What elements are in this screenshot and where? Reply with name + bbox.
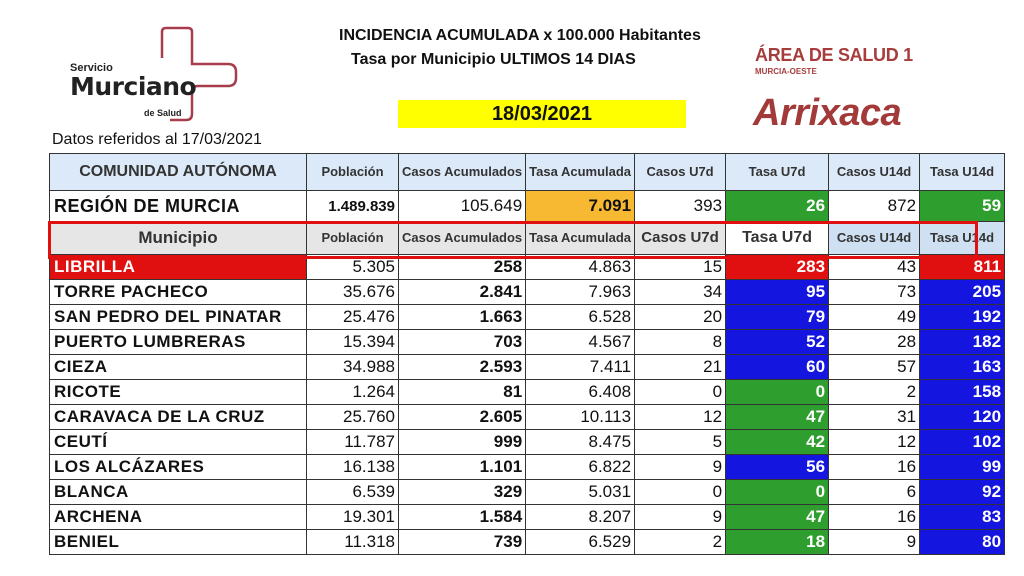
cell-casos-acum: 2.593 (399, 355, 526, 380)
cell-tasa-u14d: 99 (920, 455, 1005, 480)
region-tasa-u14d: 59 (920, 191, 1005, 222)
municipio-name: TORRE PACHECO (50, 280, 307, 305)
header-cell: Tasa U7d (726, 222, 829, 255)
header-cell: Tasa U14d (920, 222, 1005, 255)
cell-tasa-acum: 6.528 (526, 305, 635, 330)
cell-poblacion: 6.539 (307, 480, 399, 505)
cell-casos-u14d: 28 (829, 330, 920, 355)
cell-tasa-u7d: 79 (726, 305, 829, 330)
header-cell: Casos Acumulados (399, 154, 526, 191)
cell-tasa-u7d: 47 (726, 505, 829, 530)
header-cell: Tasa U14d (920, 154, 1005, 191)
cell-poblacion: 11.318 (307, 530, 399, 555)
cell-casos-u14d: 2 (829, 380, 920, 405)
cell-tasa-acum: 8.207 (526, 505, 635, 530)
header-cell: Tasa U7d (726, 154, 829, 191)
cell-poblacion: 35.676 (307, 280, 399, 305)
region-row (50, 191, 1005, 222)
cell-casos-acum: 258 (399, 255, 526, 280)
cell-casos-u14d: 43 (829, 255, 920, 280)
table-row (50, 255, 1005, 280)
region-casos-acum: 105.649 (399, 191, 526, 222)
cell-casos-u14d: 73 (829, 280, 920, 305)
municipio-name: RICOTE (50, 380, 307, 405)
table-row (50, 430, 1005, 455)
table-row (50, 480, 1005, 505)
cell-tasa-u7d: 95 (726, 280, 829, 305)
cell-tasa-u7d: 42 (726, 430, 829, 455)
cell-casos-u7d: 2 (635, 530, 726, 555)
header-cell: Población (307, 154, 399, 191)
cell-casos-u14d: 57 (829, 355, 920, 380)
cell-casos-u7d: 21 (635, 355, 726, 380)
municipio-name: LIBRILLA (50, 255, 307, 280)
cell-tasa-u14d: 192 (920, 305, 1005, 330)
municipio-name: ARCHENA (50, 505, 307, 530)
cell-tasa-u7d: 0 (726, 480, 829, 505)
region-poblacion: 1.489.839 (307, 191, 399, 222)
cell-casos-u7d: 0 (635, 480, 726, 505)
table-row (50, 505, 1005, 530)
municipio-name: PUERTO LUMBRERAS (50, 330, 307, 355)
cell-casos-acum: 1.584 (399, 505, 526, 530)
cell-tasa-u14d: 92 (920, 480, 1005, 505)
report-date: 18/03/2021 (398, 100, 686, 128)
cell-tasa-u14d: 83 (920, 505, 1005, 530)
cell-tasa-u14d: 205 (920, 280, 1005, 305)
header-cell: Tasa Acumulada (526, 222, 635, 255)
region-tasa-acum: 7.091 (526, 191, 635, 222)
cell-casos-acum: 1.663 (399, 305, 526, 330)
header-cell: Municipio (50, 222, 307, 255)
cell-casos-acum: 739 (399, 530, 526, 555)
report-subtitle: Tasa por Municipio ULTIMOS 14 DIAS (351, 51, 636, 68)
cell-casos-u7d: 34 (635, 280, 726, 305)
cell-casos-u7d: 15 (635, 255, 726, 280)
sms-logo (66, 22, 242, 122)
cell-tasa-acum: 6.529 (526, 530, 635, 555)
cell-tasa-u14d: 158 (920, 380, 1005, 405)
cell-casos-u14d: 31 (829, 405, 920, 430)
table-row (50, 355, 1005, 380)
table-row (50, 305, 1005, 330)
region-tasa-u7d: 26 (726, 191, 829, 222)
cell-tasa-acum: 5.031 (526, 480, 635, 505)
arrixaca-logo: Arrixaca (753, 92, 902, 134)
cell-casos-u14d: 9 (829, 530, 920, 555)
region-casos-u7d: 393 (635, 191, 726, 222)
cell-tasa-u7d: 18 (726, 530, 829, 555)
logo-line3: de Salud (144, 108, 182, 118)
cell-tasa-u7d: 60 (726, 355, 829, 380)
cell-poblacion: 25.476 (307, 305, 399, 330)
cell-casos-acum: 1.101 (399, 455, 526, 480)
cell-poblacion: 15.394 (307, 330, 399, 355)
area-title: ÁREA DE SALUD 1 (755, 45, 913, 65)
header-cell: COMUNIDAD AUTÓNOMA (50, 154, 307, 191)
cell-casos-u14d: 49 (829, 305, 920, 330)
cell-casos-acum: 703 (399, 330, 526, 355)
cell-poblacion: 5.305 (307, 255, 399, 280)
header-cell: Casos U14d (829, 222, 920, 255)
cell-casos-u14d: 12 (829, 430, 920, 455)
cell-casos-u14d: 6 (829, 480, 920, 505)
table-row (50, 330, 1005, 355)
cell-casos-acum: 329 (399, 480, 526, 505)
municipio-name: CARAVACA DE LA CRUZ (50, 405, 307, 430)
cell-casos-acum: 2.605 (399, 405, 526, 430)
cell-poblacion: 11.787 (307, 430, 399, 455)
table-row (50, 530, 1005, 555)
cell-tasa-acum: 6.408 (526, 380, 635, 405)
cell-tasa-acum: 6.822 (526, 455, 635, 480)
header-row-municipio (50, 222, 1005, 255)
cell-tasa-acum: 4.567 (526, 330, 635, 355)
cell-poblacion: 16.138 (307, 455, 399, 480)
logo-line2: Murciano (70, 72, 197, 101)
header-cell: Casos U7d (635, 222, 726, 255)
cell-tasa-acum: 10.113 (526, 405, 635, 430)
cell-casos-u7d: 9 (635, 455, 726, 480)
cell-tasa-acum: 4.863 (526, 255, 635, 280)
cell-tasa-u7d: 47 (726, 405, 829, 430)
cell-tasa-acum: 7.411 (526, 355, 635, 380)
report-title: INCIDENCIA ACUMULADA x 100.000 Habitantes (339, 27, 701, 44)
cell-casos-u7d: 9 (635, 505, 726, 530)
cell-casos-u7d: 0 (635, 380, 726, 405)
cell-casos-u14d: 16 (829, 455, 920, 480)
cell-tasa-u14d: 163 (920, 355, 1005, 380)
table-row (50, 455, 1005, 480)
cell-tasa-u7d: 283 (726, 255, 829, 280)
area-subtitle: MURCIA-OESTE (755, 67, 817, 76)
municipio-name: BENIEL (50, 530, 307, 555)
region-casos-u14d: 872 (829, 191, 920, 222)
cell-tasa-acum: 8.475 (526, 430, 635, 455)
header-row-region (50, 154, 1005, 191)
cell-casos-u14d: 16 (829, 505, 920, 530)
logo-line1: Servicio (70, 62, 113, 74)
cell-tasa-u7d: 0 (726, 380, 829, 405)
cell-tasa-u14d: 811 (920, 255, 1005, 280)
cell-tasa-u14d: 80 (920, 530, 1005, 555)
municipio-name: BLANCA (50, 480, 307, 505)
header-cell: Población (307, 222, 399, 255)
cell-poblacion: 1.264 (307, 380, 399, 405)
cell-tasa-u7d: 52 (726, 330, 829, 355)
cell-casos-u7d: 8 (635, 330, 726, 355)
table-row (50, 280, 1005, 305)
cell-casos-acum: 999 (399, 430, 526, 455)
cell-tasa-u14d: 182 (920, 330, 1005, 355)
cell-tasa-u7d: 56 (726, 455, 829, 480)
cell-casos-acum: 81 (399, 380, 526, 405)
header-cell: Tasa Acumulada (526, 154, 635, 191)
cell-tasa-u14d: 102 (920, 430, 1005, 455)
municipio-name: CEUTÍ (50, 430, 307, 455)
cell-tasa-u14d: 120 (920, 405, 1005, 430)
cell-poblacion: 34.988 (307, 355, 399, 380)
municipio-name: LOS ALCÁZARES (50, 455, 307, 480)
municipio-name: CIEZA (50, 355, 307, 380)
header-cell: Casos Acumulados (399, 222, 526, 255)
data-reference-date: Datos referidos al 17/03/2021 (52, 131, 262, 148)
cell-casos-acum: 2.841 (399, 280, 526, 305)
cell-casos-u7d: 12 (635, 405, 726, 430)
table-row (50, 405, 1005, 430)
table-row (50, 380, 1005, 405)
cell-casos-u7d: 5 (635, 430, 726, 455)
header-cell: Casos U7d (635, 154, 726, 191)
region-name: REGIÓN DE MURCIA (50, 191, 307, 222)
header-cell: Casos U14d (829, 154, 920, 191)
cell-poblacion: 25.760 (307, 405, 399, 430)
cell-tasa-acum: 7.963 (526, 280, 635, 305)
incidence-table (49, 153, 1005, 555)
cell-casos-u7d: 20 (635, 305, 726, 330)
municipio-name: SAN PEDRO DEL PINATAR (50, 305, 307, 330)
cell-poblacion: 19.301 (307, 505, 399, 530)
